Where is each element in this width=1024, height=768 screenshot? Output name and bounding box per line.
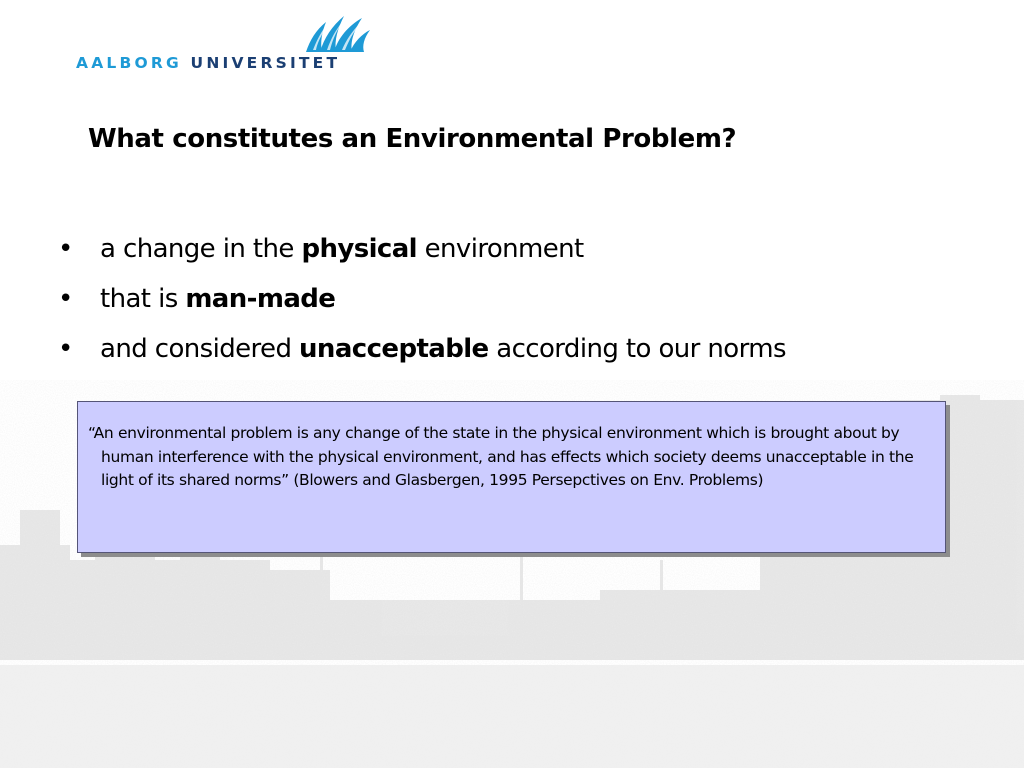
bullet-dot: • — [58, 334, 73, 364]
logo-wordmark — [76, 54, 340, 72]
bullet-text-after: environment — [416, 234, 584, 264]
bullet-text-bold: unacceptable — [299, 334, 489, 364]
bullet-dot: • — [58, 284, 73, 314]
quote-text: “An environmental problem is any change of the state in the physical environment which is brought about by human interference with the physical environment, and has effects which society deems unacceptable in the light of its shared norms” (Blowers and Glasbergen, 1995 Persepctives on Env. Problems) — [88, 424, 914, 489]
bullet-text-after: according to our norms — [488, 334, 786, 364]
logo-word-aalborg: AALBORG — [76, 54, 182, 72]
bullet-item-man-made — [58, 280, 786, 330]
bullet-text-bold: man-made — [185, 284, 336, 314]
bullet-text-bold: physical — [301, 234, 417, 264]
bullet-dot: • — [58, 234, 73, 264]
bullet-text-before: a change in the — [100, 234, 302, 264]
university-logo — [76, 14, 386, 74]
wave-logo-icon — [304, 14, 372, 54]
slide-title: What constitutes an Environmental Problem? — [88, 124, 737, 154]
bullet-text-before: and considered — [100, 334, 300, 364]
quote-box — [77, 401, 946, 553]
bullet-text-before: that is — [100, 284, 186, 314]
logo-word-universitet: UNIVERSITET — [190, 54, 341, 72]
bullet-item-physical — [58, 230, 786, 280]
bullet-item-unacceptable — [58, 330, 786, 380]
bullet-list — [58, 230, 786, 380]
